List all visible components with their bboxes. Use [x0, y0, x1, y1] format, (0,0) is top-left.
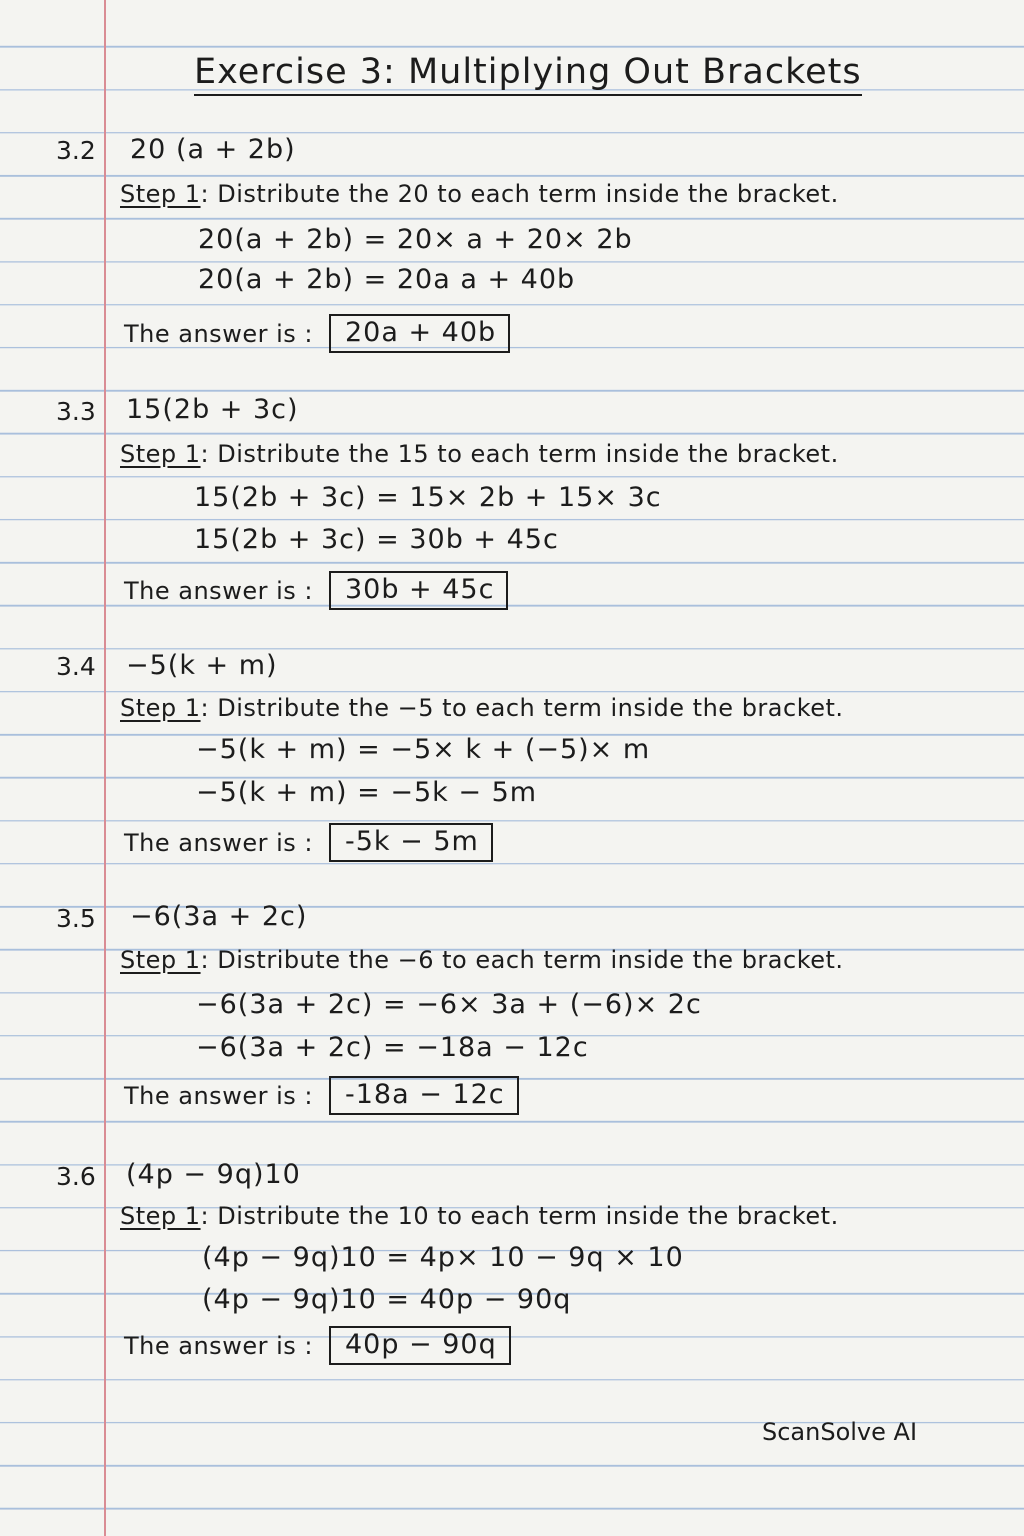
step-instruction — [120, 946, 844, 974]
equation-line: −6(3a + 2c) = −18a − 12c — [196, 1032, 589, 1063]
step-text: : Distribute the 20 to each term inside the bracket. — [200, 180, 839, 208]
problem-number: 3.6 — [56, 1162, 96, 1191]
problem-expression: −5(k + m) — [126, 650, 278, 681]
step-text: : Distribute the −6 to each term inside the bracket. — [200, 946, 844, 974]
equation-line: 15(2b + 3c) = 15× 2b + 15× 3c — [194, 482, 662, 513]
problem-expression: 20 (a + 2b) — [130, 134, 296, 165]
equation-line: (4p − 9q)10 = 4p× 10 − 9q × 10 — [202, 1242, 684, 1273]
page-title: Exercise 3: Multiplying Out Brackets — [194, 52, 862, 96]
answer-box: 40p − 90q — [329, 1326, 511, 1365]
step-instruction — [120, 1202, 839, 1230]
problem-number: 3.4 — [56, 652, 96, 681]
equation-line: −5(k + m) = −5× k + (−5)× m — [196, 734, 651, 765]
answer-label: The answer is : — [124, 576, 313, 605]
step-text: : Distribute the 10 to each term inside the bracket. — [200, 1202, 839, 1230]
problem-number: 3.2 — [56, 136, 96, 165]
equation-line: (4p − 9q)10 = 40p − 90q — [202, 1284, 572, 1315]
answer-label: The answer is : — [124, 1081, 313, 1110]
answer-row — [124, 314, 510, 353]
brand-signature: ScanSolve AI — [762, 1418, 918, 1446]
margin-line — [104, 0, 106, 1536]
answer-row — [124, 1326, 511, 1365]
equation-line: 20(a + 2b) = 20a a + 40b — [198, 264, 576, 295]
problem-expression: −6(3a + 2c) — [130, 901, 308, 932]
answer-box: -18a − 12c — [329, 1076, 519, 1115]
answer-box: 20a + 40b — [329, 314, 510, 353]
problem-expression: (4p − 9q)10 — [126, 1159, 301, 1190]
step-label: Step 1 — [120, 180, 201, 208]
step-label: Step 1 — [120, 440, 201, 468]
answer-label: The answer is : — [124, 828, 313, 857]
step-instruction — [120, 440, 839, 468]
answer-label: The answer is : — [124, 319, 313, 348]
step-text: : Distribute the −5 to each term inside the bracket. — [200, 694, 844, 722]
step-label: Step 1 — [120, 946, 201, 974]
problem-expression: 15(2b + 3c) — [126, 394, 299, 425]
equation-line: −6(3a + 2c) = −6× 3a + (−6)× 2c — [196, 989, 702, 1020]
equation-line: 15(2b + 3c) = 30b + 45c — [194, 524, 559, 555]
step-text: : Distribute the 15 to each term inside the bracket. — [200, 440, 839, 468]
answer-box: -5k − 5m — [329, 823, 493, 862]
step-label: Step 1 — [120, 1202, 201, 1230]
equation-line: 20(a + 2b) = 20× a + 20× 2b — [198, 224, 633, 255]
answer-row — [124, 1076, 519, 1115]
problem-number: 3.5 — [56, 904, 96, 933]
answer-label: The answer is : — [124, 1331, 313, 1360]
answer-box: 30b + 45c — [329, 571, 508, 610]
answer-row — [124, 823, 493, 862]
problem-number: 3.3 — [56, 397, 96, 426]
step-label: Step 1 — [120, 694, 201, 722]
step-instruction — [120, 694, 844, 722]
equation-line: −5(k + m) = −5k − 5m — [196, 777, 538, 808]
answer-row — [124, 571, 508, 610]
step-instruction — [120, 180, 839, 208]
